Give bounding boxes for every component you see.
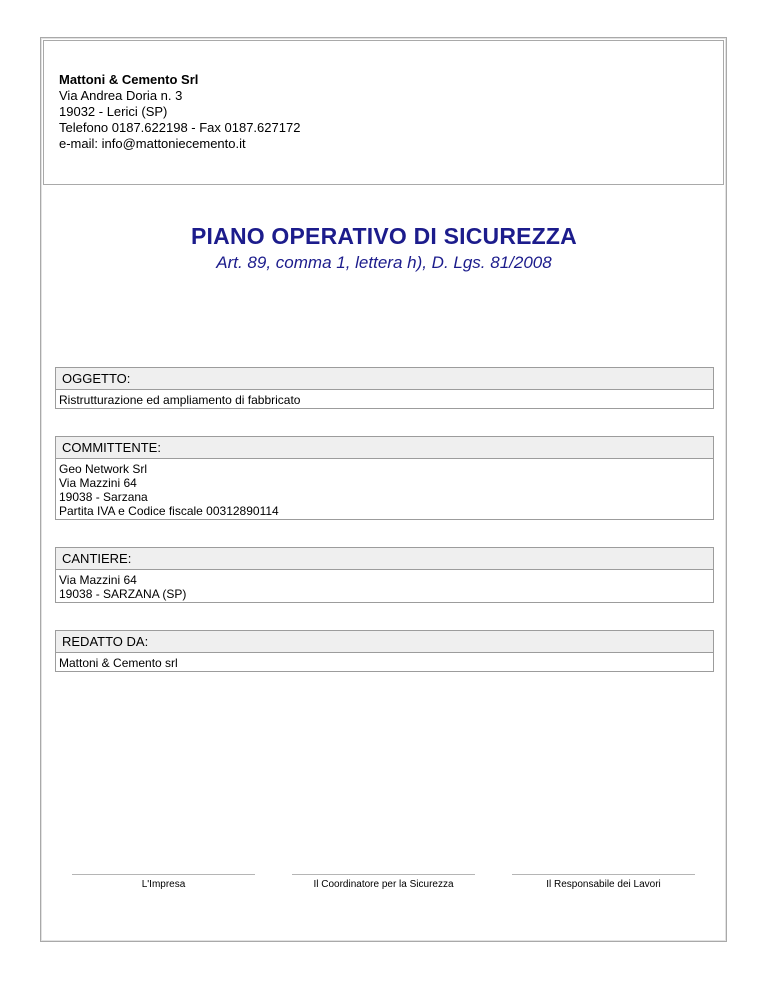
content-line: 19038 - SARZANA (SP)	[59, 587, 187, 601]
content-line: Partita IVA e Codice fiscale 00312890114	[59, 504, 279, 518]
title-block	[0, 222, 768, 274]
signature-coordinatore: Il Coordinatore per la Sicurezza	[292, 874, 475, 890]
content-line: Mattoni & Cemento srl	[59, 656, 178, 670]
company-address: Via Andrea Doria n. 3	[59, 88, 183, 103]
document-subtitle: Art. 89, comma 1, lettera h), D. Lgs. 81/2008	[216, 253, 552, 272]
section-label-cantiere: CANTIERE:	[56, 548, 713, 570]
document-title: PIANO OPERATIVO DI SICUREZZA	[191, 223, 577, 249]
content-line: Via Mazzini 64	[59, 573, 137, 587]
section-oggetto	[55, 367, 714, 409]
company-phone-fax: Telefono 0187.622198 - Fax 0187.627172	[59, 120, 301, 135]
company-info	[59, 72, 300, 152]
section-label-oggetto: OGGETTO:	[56, 368, 713, 390]
section-committente	[55, 436, 714, 520]
company-city: 19032 - Lerici (SP)	[59, 104, 168, 119]
section-label-redatto: REDATTO DA:	[56, 631, 713, 653]
signature-impresa: L'Impresa	[72, 874, 255, 890]
section-label-committente: COMMITTENTE:	[56, 437, 713, 459]
section-content-cantiere	[56, 570, 713, 602]
company-header	[43, 40, 724, 185]
section-redatto	[55, 630, 714, 672]
company-email: e-mail: info@mattoniecemento.it	[59, 136, 246, 151]
company-name: Mattoni & Cemento Srl	[59, 72, 199, 87]
section-content-redatto	[56, 653, 713, 671]
section-content-oggetto	[56, 390, 713, 408]
signature-responsabile: Il Responsabile dei Lavori	[512, 874, 695, 890]
content-line: Geo Network Srl	[59, 462, 148, 476]
section-cantiere	[55, 547, 714, 603]
content-line: 19038 - Sarzana	[59, 490, 148, 504]
content-line: Ristrutturazione ed ampliamento di fabbricato	[59, 393, 301, 407]
content-line: Via Mazzini 64	[59, 476, 137, 490]
section-content-committente	[56, 459, 713, 519]
